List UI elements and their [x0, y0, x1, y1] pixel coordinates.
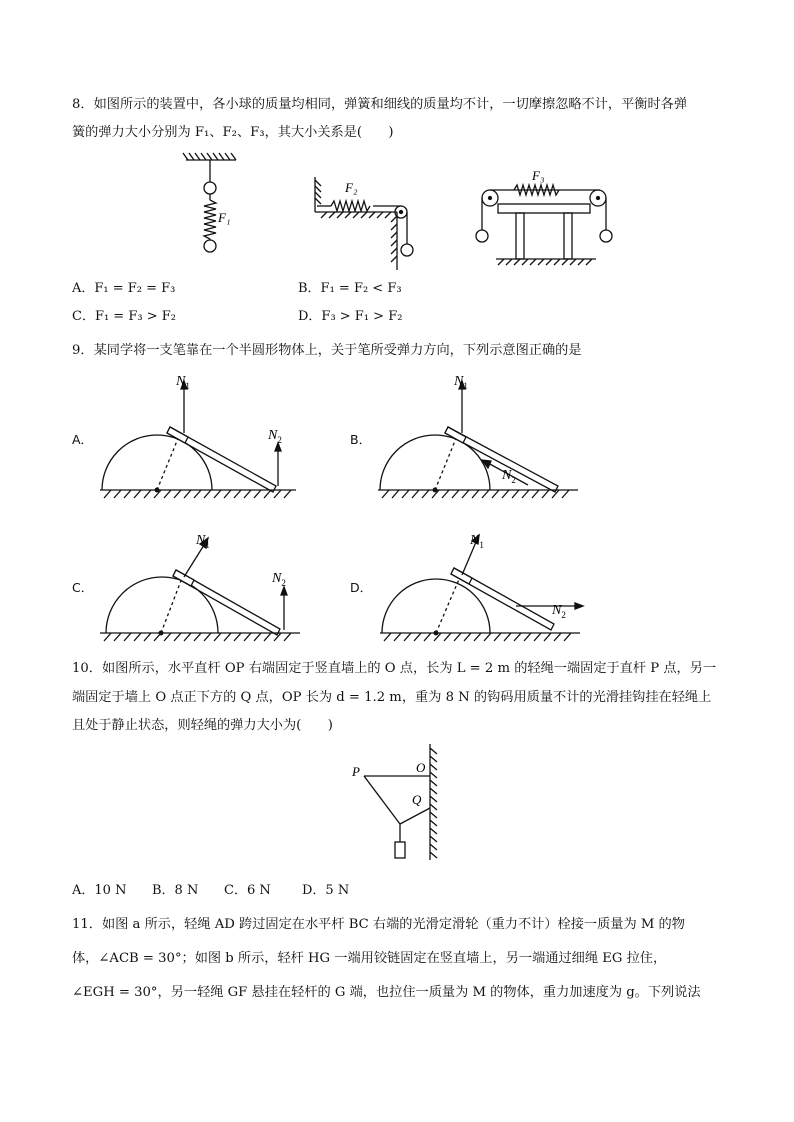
svg-text:N1 — [469, 533, 484, 550]
q8-option-a[interactable]: A．F₁ = F₂ = F₃ — [72, 281, 176, 296]
f2-label: F₂ — [345, 180, 358, 195]
q11-stem-line2: 体，∠ACB = 30°；如图 b 所示，轻杆 HG 一端用铰链固定在竖直墙上，另一端通过细绳 EG 拉住， — [72, 951, 667, 966]
q9d-n1-sub: 1 — [479, 540, 484, 550]
q9-option-d-label[interactable]: D． — [350, 580, 373, 595]
q9a-n1-label: N — [176, 374, 186, 389]
q9b-n2-sub: 2 — [511, 475, 516, 485]
q10-label-q: Q — [412, 792, 422, 807]
q9c-n1-sub: 1 — [205, 540, 210, 550]
q9c-n2-sub: 2 — [281, 578, 286, 588]
q10-option-a[interactable]: A．10 N — [72, 883, 127, 898]
svg-text:N1 — [453, 374, 468, 391]
q8-stem-line2: 簧的弹力大小分别为 F₁、F₂、F₃，其大小关系是( ) — [72, 125, 394, 140]
q8-option-d[interactable]: D．F₃ > F₁ > F₂ — [298, 309, 403, 324]
q9b-n1-sub: 1 — [463, 381, 468, 391]
q8-option-c[interactable]: C．F₁ = F₃ > F₂ — [72, 309, 176, 324]
q8-figure-2 — [305, 172, 425, 272]
q9d-n2-sub: 2 — [561, 610, 566, 620]
q10-option-c[interactable]: C．6 N — [224, 883, 271, 898]
q9d-n2-label: N — [552, 603, 562, 618]
q9c-n2-label: N — [272, 571, 282, 586]
q9-figure-d[interactable] — [380, 520, 590, 650]
svg-text:N1 — [195, 533, 210, 550]
q9-option-b-label[interactable]: B． — [350, 432, 372, 447]
q10-stem-line1: 10．如图所示，水平直杆 OP 右端固定于竖直墙上的 O 点，长为 L = 2 m 的轻绳一端固定于直杆 P 点，另一 — [72, 661, 717, 676]
q10-figure — [348, 742, 448, 872]
q9a-n2-sub: 2 — [277, 435, 282, 445]
q9c-n1-label: N — [196, 533, 206, 548]
q9a-n1-sub: 1 — [185, 381, 190, 391]
q10-stem-line3: 且处于静止状态，则轻绳的弹力大小为( ) — [72, 718, 333, 733]
q10-option-b[interactable]: B．8 N — [152, 883, 199, 898]
q9-figure-b[interactable] — [378, 375, 588, 505]
q11-stem-line3: ∠EGH = 30°，另一轻绳 GF 悬挂在轻杆的 G 端，也拉住一质量为 M 的物体，重力加速度为 g。下列说法 — [72, 985, 701, 1000]
q8-figure-3 — [470, 168, 620, 268]
f3-label: F₃ — [532, 168, 545, 183]
q9-figure-a[interactable] — [100, 375, 300, 505]
q9d-n1-label: N — [470, 533, 480, 548]
q9-figure-c[interactable] — [100, 520, 310, 650]
q10-label-o: O — [416, 760, 426, 775]
svg-text:N2 — [267, 428, 282, 445]
q8-stem-line1: 8．如图所示的装置中，各小球的质量均相同，弹簧和细线的质量均不计，一切摩擦忽略不计，平衡时各弹 — [72, 97, 688, 112]
q9a-n2-label: N — [268, 428, 278, 443]
f1-label: F₁ — [218, 210, 231, 225]
svg-text:N2 — [271, 571, 286, 588]
q9-option-c-label[interactable]: C． — [72, 580, 94, 595]
q10-stem-line2: 端固定于墙上 O 点正下方的 Q 点，OP 长为 d = 1.2 m，重为 8 N 的钩码用质量不计的光滑挂钩挂在轻绳上 — [72, 690, 712, 705]
q9b-n2-label: N — [502, 468, 512, 483]
svg-text:N1 — [175, 374, 190, 391]
q9-option-a-label[interactable]: A． — [72, 432, 94, 447]
svg-text:N2 — [501, 468, 516, 485]
q8-option-b[interactable]: B．F₁ = F₂ < F₃ — [298, 281, 402, 296]
q8-figure-1 — [180, 150, 250, 260]
q9b-n1-label: N — [454, 374, 464, 389]
q10-label-p: P — [352, 764, 360, 779]
q11-stem-line1: 11．如图 a 所示，轻绳 AD 跨过固定在水平杆 BC 右端的光滑定滑轮（重力不计）栓接一质量为 M 的物 — [72, 917, 685, 932]
q10-option-d[interactable]: D．5 N — [302, 883, 350, 898]
q9-stem: 9．某同学将一支笔靠在一个半圆形物体上，关于笔所受弹力方向，下列示意图正确的是 — [72, 343, 582, 358]
